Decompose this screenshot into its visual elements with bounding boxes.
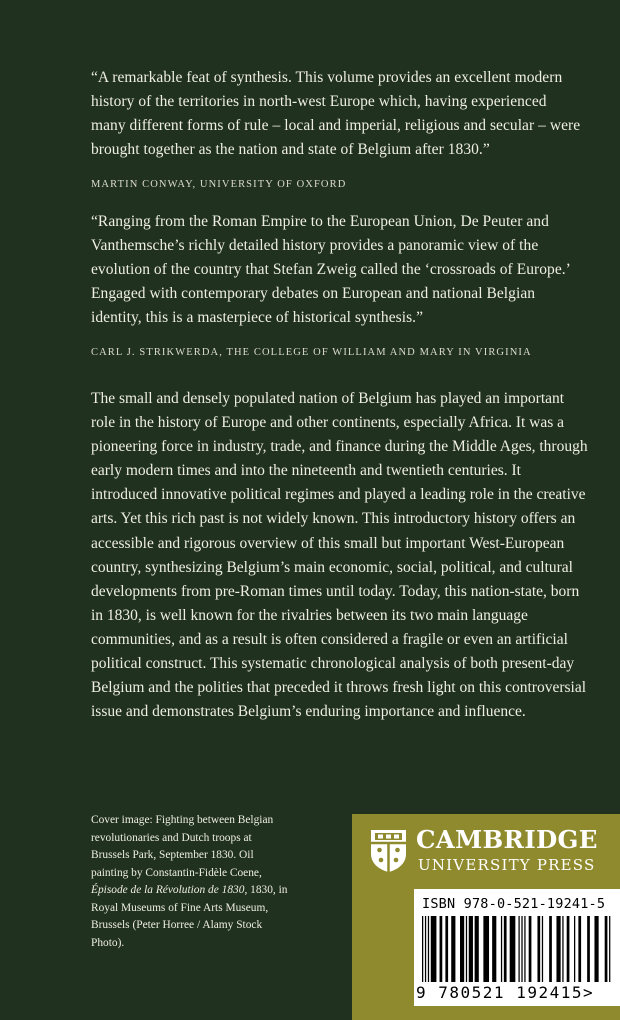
barcode-bar: [556, 916, 560, 982]
barcode-bar: [483, 916, 489, 982]
barcode-bar: [425, 916, 426, 982]
review-quote-1: [91, 66, 581, 197]
barcode-bar: [504, 916, 507, 982]
barcode-bar: [549, 916, 552, 982]
barcode-bar: [587, 916, 590, 982]
barcode-bar: [451, 916, 455, 982]
cover-image-credit: [91, 812, 291, 952]
quote-attribution: MARTIN CONWAY, UNIVERSITY OF OXFORD: [91, 179, 347, 190]
barcode-bar: [567, 916, 570, 982]
barcode-bar: [422, 916, 423, 982]
book-description: The small and densely populated nation of Belgium has played an important role in the history of Europe and other continents, especially Africa. It was a pioneering force in industry, trade, and finance during the Middle Ages, through early modern times and into the nineteenth and twentieth centuries. It introduced innovative political regimes and played a leading role in the creative arts. Yet this rich past is not widely known. This introductory history offers an accessible and rigorous overview of this small but important West-European country, synthesizing Belgium’s main economic, social, political, and cultural developments from pre-Roman times until today. Today, this nation-state, born in 1830, is well known for the rivalries between its two main language communities, and as a result is often considered a fragile or even an artificial political construct. This systematic chronological analysis of both present-day Belgium and the polities that preceded it throws fresh light on this controversial issue and demonstrates Belgium’s enduring importance and influence.: [91, 390, 588, 721]
barcode-bars: [420, 916, 614, 984]
barcode-bar: [594, 916, 598, 982]
quote-attribution: CARL J. STRIKWERDA, THE COLLEGE OF WILLIAM AND MARY IN VIRGINIA: [91, 347, 532, 358]
barcode-bar: [562, 916, 563, 982]
barcode-bar: [518, 916, 519, 982]
barcode-bar: [440, 916, 443, 982]
barcode-bar: [609, 916, 610, 982]
barcode-bar: [542, 916, 543, 982]
barcode-bar: [501, 916, 502, 982]
barcode-bar: [460, 916, 464, 982]
barcode-bar: [431, 916, 437, 982]
barcode-bar: [510, 916, 516, 982]
cambridge-shield-icon: [370, 829, 407, 873]
publisher-block: [352, 814, 620, 1020]
barcode-bar: [574, 916, 575, 982]
barcode-bar: [537, 916, 540, 982]
barcode-bar: [529, 916, 532, 982]
barcode-bar: [492, 916, 496, 982]
barcode-bar: [475, 916, 479, 982]
isbn-barcode: [414, 889, 620, 1006]
review-quote-2: [91, 210, 581, 365]
credit-tail: , 1830, in Royal Museums of Fine Arts Museum, Brussels (Peter Horree / Alamy Stock Photo).: [91, 884, 288, 949]
barcode-bar: [524, 916, 525, 982]
barcode-bar: [445, 916, 448, 982]
barcode-bar: [466, 916, 467, 982]
credit-lead: Cover image: Fighting between Belgian revolutionaries and Dutch troops at Brussels Park, September 1830. Oil painting by Constantin-Fidèle Coene,: [91, 814, 274, 879]
ean-digits: 9 780521 192415>: [416, 983, 595, 1002]
painting-title: Épisode de la Révolution de 1830: [91, 884, 245, 896]
barcode-bar: [469, 916, 473, 982]
isbn-label: ISBN 978-0-521-19241-5: [422, 896, 606, 912]
barcode-bar: [521, 916, 522, 982]
quote-text: “A remarkable feat of synthesis. This volume provides an excellent modern history of the territories in north-west Europe which, having experienced many different forms of rule – local and imperial, religious and secular – were brought together as the nation and state of Belgium after 1830.”: [91, 69, 581, 158]
quote-text: “Ranging from the Roman Empire to the European Union, De Peuter and Vanthemsche’s richly detailed history provides a panoramic view of the evolution of the country that Stefan Zweig called the ‘crossroads of Europe.’ Engaged with contemporary debates on European and national Belgian identity, this is a masterpiece of historical synthesis.”: [91, 213, 570, 326]
barcode-bar: [428, 916, 429, 982]
publisher-subtitle: UNIVERSITY PRESS: [418, 856, 596, 874]
barcode-bar: [578, 916, 581, 982]
barcode-bar: [605, 916, 608, 982]
publisher-name: CAMBRIDGE: [416, 825, 598, 854]
